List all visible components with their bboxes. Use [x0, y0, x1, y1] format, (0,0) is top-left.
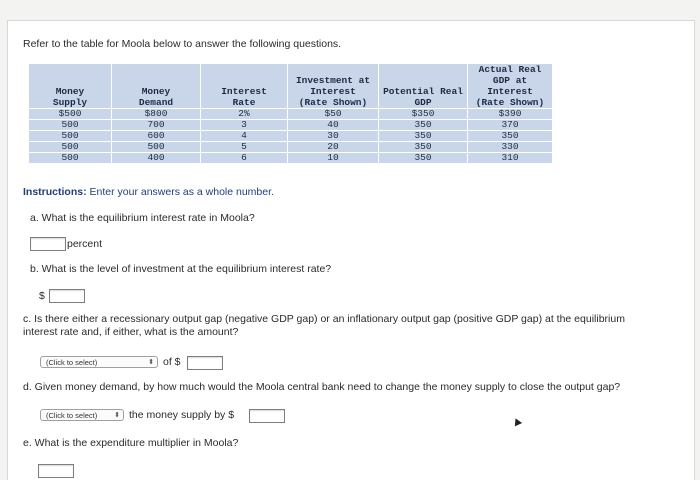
answer-c-input[interactable]	[187, 356, 223, 370]
table-row	[29, 153, 553, 164]
gap-type-select[interactable]	[40, 356, 158, 368]
table-row	[29, 142, 553, 153]
table-cell: 5	[201, 142, 288, 153]
table-cell: 500	[29, 120, 112, 131]
table-cell: 310	[468, 153, 553, 164]
direction-select[interactable]	[40, 409, 124, 421]
instructions	[23, 186, 274, 198]
table-cell: 350	[379, 120, 468, 131]
table-cell: 350	[379, 142, 468, 153]
moola-table	[28, 64, 553, 164]
table-cell: 370	[468, 120, 553, 131]
table-cell: 500	[29, 142, 112, 153]
table-cell: 350	[379, 131, 468, 142]
table-cell: 400	[112, 153, 201, 164]
table-cell: 4	[201, 131, 288, 142]
answer-e-input[interactable]	[38, 464, 74, 478]
header-interest-rate: Interest Rate	[201, 64, 288, 109]
question-d: d. Given money demand, by how much would the Moola central bank need to change the money supply to close the output gap?	[23, 381, 621, 393]
header-actual-gdp: Actual Real GDP at Interest (Rate Shown)	[468, 64, 553, 109]
select-chevron-icon: ⬍	[148, 359, 154, 366]
header-money-demand: Money Demand	[112, 64, 201, 109]
select-chevron-icon: ⬍	[114, 412, 120, 419]
table-cell: 330	[468, 142, 553, 153]
table-cell: 500	[29, 153, 112, 164]
header-potential-gdp: Potential Real GDP	[379, 64, 468, 109]
money-supply-by-label: the money supply by $	[129, 409, 235, 421]
table-cell: 700	[112, 120, 201, 131]
table-row	[29, 109, 553, 120]
answer-a-input[interactable]	[30, 237, 66, 251]
table-cell: 2%	[201, 109, 288, 120]
table-cell: $350	[379, 109, 468, 120]
prompt-text: Refer to the table for Moola below to answer the following questions.	[23, 38, 342, 50]
table-header-row	[29, 64, 553, 109]
table-cell: $800	[112, 109, 201, 120]
answer-b-input[interactable]	[49, 289, 85, 303]
dollar-sign-b: $	[39, 290, 45, 302]
table-cell: 40	[288, 120, 379, 131]
answer-d-input[interactable]	[249, 409, 285, 423]
table-cell: 10	[288, 153, 379, 164]
table-cell: 6	[201, 153, 288, 164]
question-c-line1: c. Is there either a recessionary output gap (negative GDP gap) or an inflationary output gap (positive GDP gap) at the equilibrium	[23, 313, 625, 325]
gap-type-select-label: (Click to select)	[46, 358, 98, 367]
table-cell: 3	[201, 120, 288, 131]
answer-a-unit: percent	[67, 238, 103, 250]
table-cell: $500	[29, 109, 112, 120]
table-cell: 500	[29, 131, 112, 142]
instructions-text: Enter your answers as a whole number.	[86, 186, 274, 198]
question-a: a. What is the equilibrium interest rate in Moola?	[30, 212, 255, 224]
header-money-supply: Money Supply	[29, 64, 112, 109]
of-dollar-label: of $	[163, 356, 181, 368]
table-cell: 30	[288, 131, 379, 142]
table-row	[29, 120, 553, 131]
table-cell: $390	[468, 109, 553, 120]
table-cell: 500	[112, 142, 201, 153]
header-investment: Investment at Interest (Rate Shown)	[288, 64, 379, 109]
question-e: e. What is the expenditure multiplier in Moola?	[23, 437, 239, 449]
table-cell: 20	[288, 142, 379, 153]
table-row	[29, 131, 553, 142]
table-cell: 350	[379, 153, 468, 164]
table-cell: 350	[468, 131, 553, 142]
instructions-label: Instructions:	[23, 186, 87, 198]
direction-select-label: (Click to select)	[46, 411, 98, 420]
question-c-line2: interest rate and, if either, what is the amount?	[23, 326, 239, 338]
table-cell: 600	[112, 131, 201, 142]
question-b: b. What is the level of investment at the equilibrium interest rate?	[30, 263, 332, 275]
table-cell: $50	[288, 109, 379, 120]
